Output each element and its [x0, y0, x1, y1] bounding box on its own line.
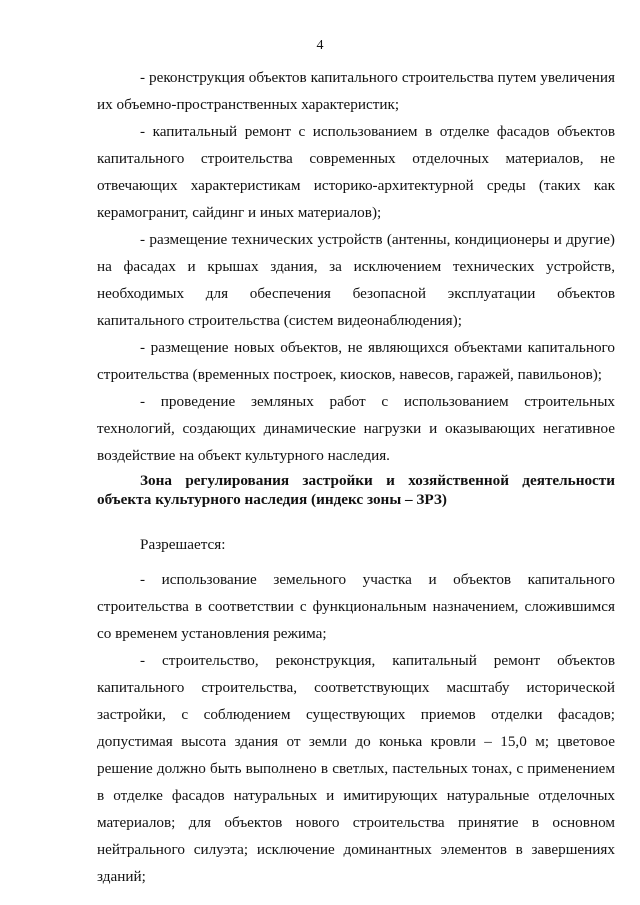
restriction-paragraph: - размещение технических устройств (антенны, кондиционеры и другие) на фасадах и крышах здания, за исключением технических устройств, необходимых для обеспечения безопасной эксплуатации объектов капитального строительства (систем видеонаблюдения);: [97, 231, 615, 329]
allowed-label: Разрешается:: [140, 536, 226, 553]
restriction-paragraph: - реконструкция объектов капитального строительства путем увеличения их объемно-пространственных характеристик;: [97, 69, 615, 113]
allowed-paragraph: - строительство, реконструкция, капитальный ремонт объектов капитального строительства, соответствующих масштабу исторической застройки, с соблюдением существующих приемов отделки фасадов; допустимая высота здания от земли до конька кровли – 15,0 м; цветовое решение должно быть выполнено в светлых, пастельных тонах, с применением в отделке фасадов натуральных и имитирующих натуральные отделочных материалов; для объектов нового строительства принятие в основном нейтрального силуэта; исключение доминантных элементов в завершениях зданий;: [97, 652, 615, 885]
allowed-paragraph: - использование земельного участка и объектов капитального строительства в соответствии с функциональным назначением, сложившимся со временем установления режима;: [97, 571, 615, 642]
restriction-paragraph: - размещение новых объектов, не являющихся объектами капитального строительства (временных построек, киосков, навесов, гаражей, павильонов);: [97, 339, 615, 383]
zone-heading: Зона регулирования застройки и хозяйственной деятельности объекта культурного наследия (индекс зоны – ЗРЗ): [97, 472, 615, 508]
page-number: 4: [316, 38, 324, 53]
restriction-paragraph: - проведение земляных работ с использованием строительных технологий, создающих динамические нагрузки и оказывающих негативное воздействие на объект культурного наследия.: [97, 393, 615, 464]
document-body: [97, 64, 615, 890]
restriction-paragraph: - капитальный ремонт с использованием в отделке фасадов объектов капитального строительства современных отделочных материалов, не отвечающих характеристикам историко-архитектурной среды (таких как керамогранит, сайдинг и иных материалов);: [97, 123, 615, 221]
